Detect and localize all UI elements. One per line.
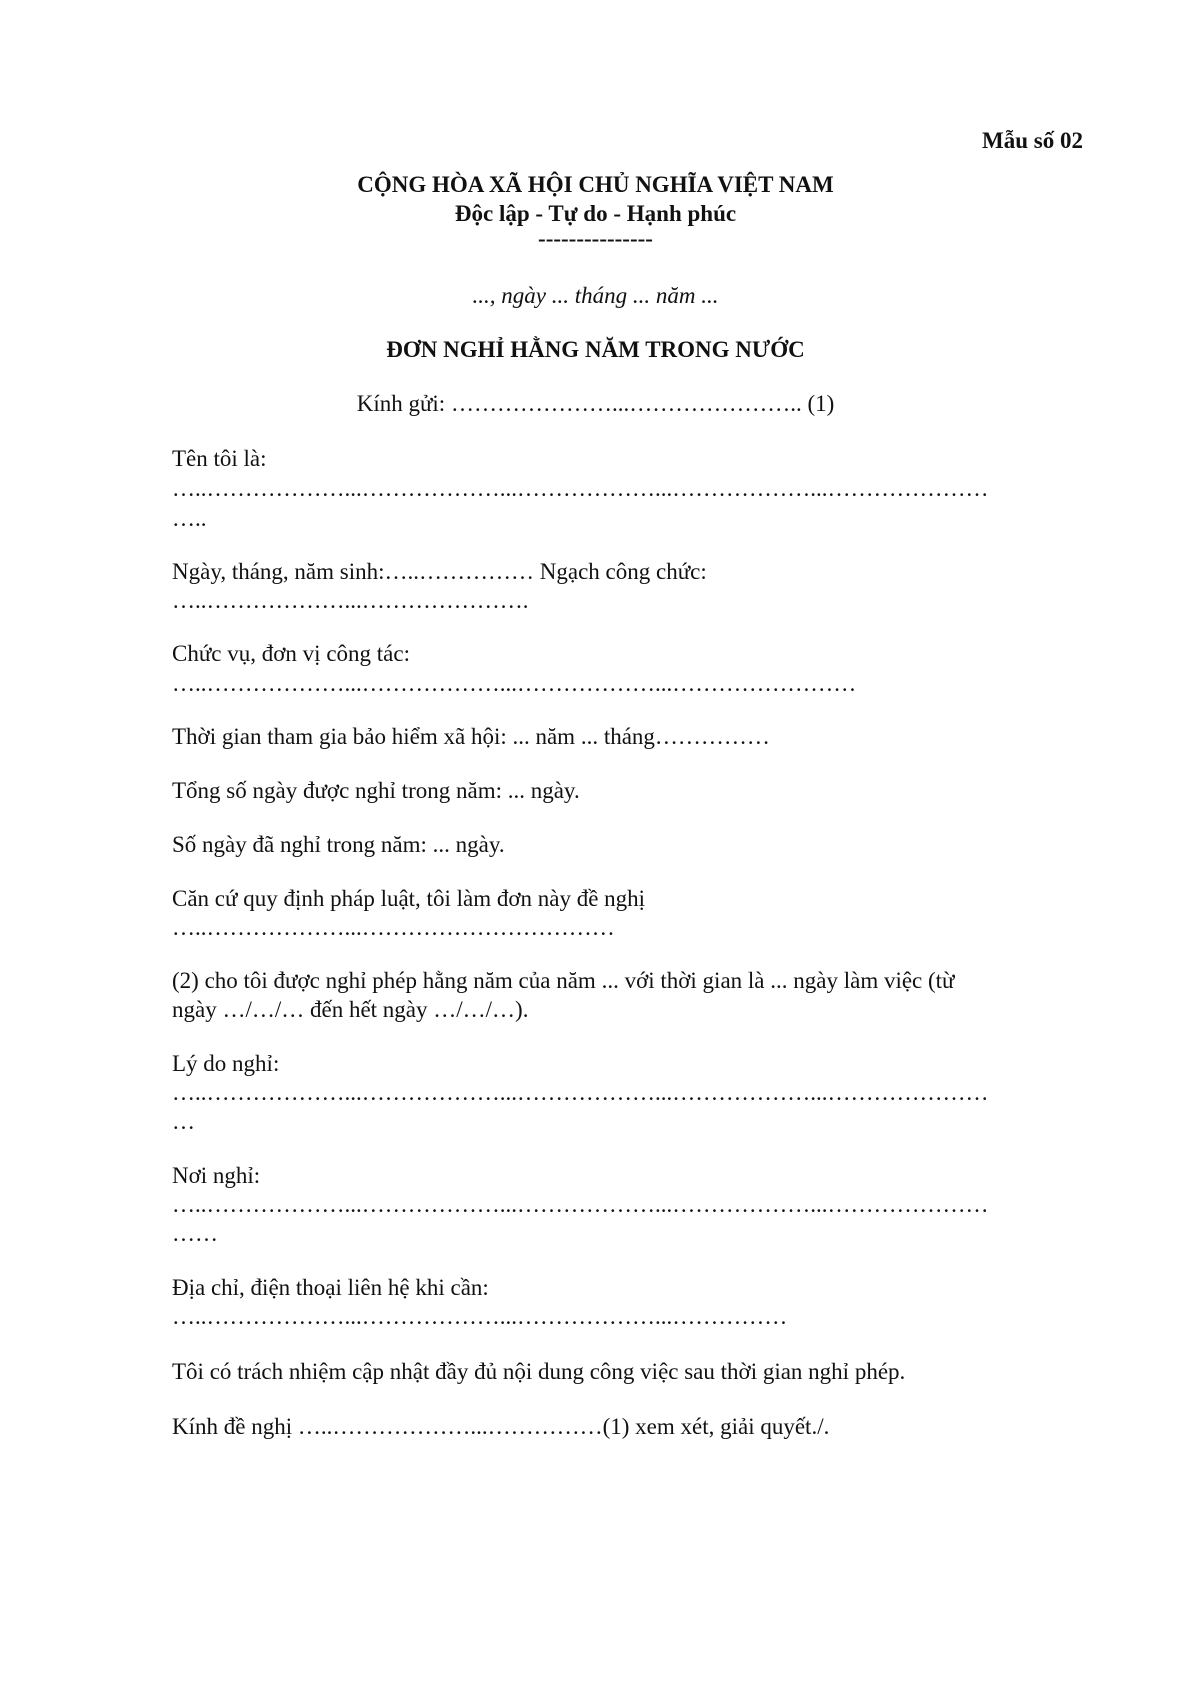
- closing-line: Kính đề nghị …..………………...……………(1) xem xét, giải quyết./.: [172, 1414, 830, 1439]
- name-dots-continued: …..: [172, 506, 207, 531]
- place-label: Nơi nghỉ:: [172, 1163, 261, 1188]
- country-name: CỘNG HÒA XÃ HỘI CHỦ NGHĨA VIỆT NAM: [357, 172, 834, 197]
- place-dots: …..………………...………………...………………...………………...…………………: [172, 1192, 989, 1217]
- dob-dots: …..………………...………………….: [172, 588, 529, 613]
- document-title: ĐƠN NGHỈ HẰNG NĂM TRONG NƯỚC: [386, 337, 805, 362]
- total-days-line: Tổng số ngày được nghỉ trong năm: ... ngày.: [172, 778, 580, 803]
- request-line: (2) cho tôi được nghỉ phép hằng năm của năm ... với thời gian là ... ngày làm việc (từ: [172, 968, 955, 993]
- basis-dots: …..………………...……………………………: [172, 915, 615, 940]
- reason-dots-continued: …: [172, 1109, 195, 1134]
- reason-label: Lý do nghỉ:: [172, 1051, 280, 1076]
- recipient-line: Kính gửi: …………………...………………….. (1): [356, 391, 835, 416]
- responsibility-line: Tôi có trách nhiệm cập nhật đầy đủ nội dung công việc sau thời gian nghỉ phép.: [172, 1359, 906, 1384]
- date-line: ..., ngày ... tháng ... năm ...: [472, 283, 719, 308]
- header-separator: ---------------: [538, 226, 653, 251]
- national-motto: Độc lập - Tự do - Hạnh phúc: [454, 201, 737, 226]
- position-dots: …..………………...………………...………………...……………………: [172, 671, 857, 696]
- position-label: Chức vụ, đơn vị công tác:: [172, 641, 410, 666]
- name-dots: …..………………...………………...………………...………………...…………………: [172, 476, 989, 501]
- place-dots-continued: ……: [172, 1221, 218, 1246]
- basis-line: Căn cứ quy định pháp luật, tôi làm đơn này đề nghị: [172, 886, 646, 911]
- form-number: Mẫu số 02: [982, 128, 1083, 153]
- dob-line: Ngày, tháng, năm sinh:…..…………… Ngạch công chức:: [172, 559, 707, 584]
- contact-label: Địa chỉ, điện thoại liên hệ khi cần:: [172, 1275, 489, 1300]
- name-label: Tên tôi là:: [172, 446, 267, 471]
- reason-dots: …..………………...………………...………………...………………...…………………: [172, 1080, 989, 1105]
- used-days-line: Số ngày đã nghỉ trong năm: ... ngày.: [172, 832, 505, 857]
- insurance-line: Thời gian tham gia bảo hiểm xã hội: ... năm ... tháng……………: [172, 724, 770, 749]
- contact-dots: …..………………...………………...………………...……………: [172, 1304, 788, 1329]
- request-line-continued: ngày …/…/… đến hết ngày …/…/…).: [172, 997, 529, 1022]
